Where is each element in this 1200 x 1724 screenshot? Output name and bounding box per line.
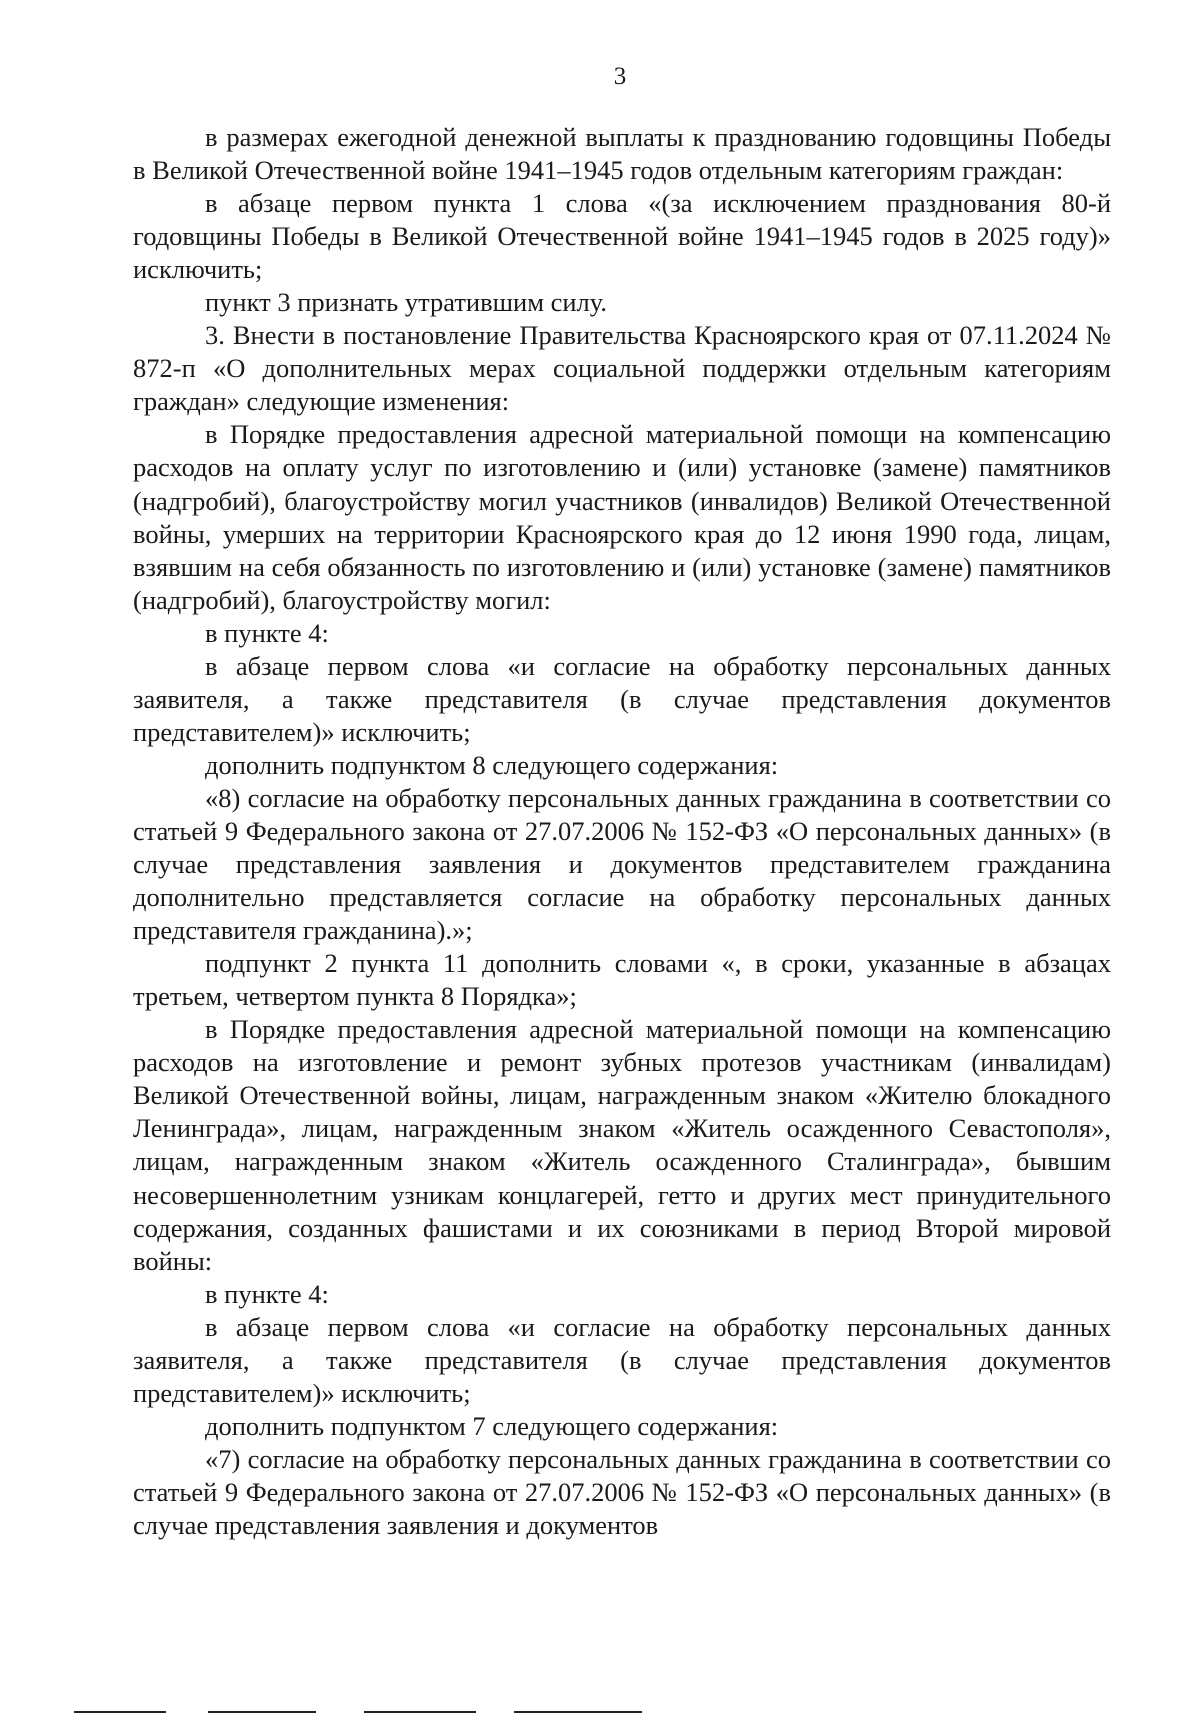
paragraph-9: «8) согласие на обработку персональных данных гражданина в соответствии со статьей 9 Федерального закона от 27.07.2006 № 152-ФЗ «О персональных данных» (в случае представления заявления и документов представителем гражданина дополнительно представляется согласие на обработку персональных данных представителя гражданина).»; xyxy=(133,782,1111,946)
document-body xyxy=(133,121,1111,1542)
footer-rule xyxy=(208,1711,316,1713)
paragraph-12: в пункте 4: xyxy=(205,1278,329,1309)
paragraph-6: в пункте 4: xyxy=(205,617,329,648)
footer-scan-lines xyxy=(74,1711,694,1714)
paragraph-3: пункт 3 признать утратившим силу. xyxy=(205,287,607,318)
paragraph-10: подпункт 2 пункта 11 дополнить словами «, в сроки, указанные в абзацах третьем, четвертом пункта 8 Порядка»; xyxy=(133,948,1111,1012)
paragraph-15: «7) согласие на обработку персональных данных гражданина в соответствии со статьей 9 Федерального закона от 27.07.2006 № 152-ФЗ «О персональных данных» (в случае представления заявления и документов xyxy=(133,1443,1111,1540)
paragraph-8: дополнить подпунктом 8 следующего содержания: xyxy=(205,749,779,780)
paragraph-2: в абзаце первом пункта 1 слова «(за исключением празднования 80-й годовщины Победы в Великой Отечественной войне 1941–1945 годов в 2025 году)» исключить; xyxy=(133,188,1111,285)
footer-rule xyxy=(514,1711,642,1713)
paragraph-4: 3. Внести в постановление Правительства Красноярского края от 07.11.2024 № 872-п «О дополнительных мерах социальной поддержки отдельным категориям граждан» следующие изменения: xyxy=(133,320,1111,417)
paragraph-13: в абзаце первом слова «и согласие на обработку персональных данных заявителя, а также представителя (в случае представления документов представителем)» исключить; xyxy=(133,1311,1111,1408)
paragraph-5: в Порядке предоставления адресной материальной помощи на компенсацию расходов на оплату услуг по изготовлению и (или) установке (замене) памятников (надгробий), благоустройству могил участников (инвалидов) Великой Отечественной войны, умерших на территории Красноярского края до 12 июня 1990 года, лицам, взявшим на себя обязанность по изготовлению и (или) установке (замене) памятников (надгробий), благоустройству могил: xyxy=(133,419,1111,615)
paragraph-14: дополнить подпунктом 7 следующего содержания: xyxy=(205,1410,779,1441)
paragraph-1: в размерах ежегодной денежной выплаты к празднованию годовщины Победы в Великой Отечественной войне 1941–1945 годов отдельным категориям граждан: xyxy=(133,122,1111,186)
footer-rule xyxy=(364,1711,476,1713)
page-number: 3 xyxy=(613,63,627,90)
footer-rule xyxy=(74,1711,166,1713)
paragraph-11: в Порядке предоставления адресной материальной помощи на компенсацию расходов на изготовление и ремонт зубных протезов участникам (инвалидам) Великой Отечественной войны, лицам, награжденным знаком «Жителю блокадного Ленинграда», лицам, награжденным знаком «Житель осажденного Севастополя», лицам, награжденным знаком «Житель осажденного Сталинграда», бывшим несовершеннолетним узникам концлагерей, гетто и других мест принудительного содержания, созданных фашистами и их союзниками в период Второй мировой войны: xyxy=(133,1014,1111,1276)
paragraph-7: в абзаце первом слова «и согласие на обработку персональных данных заявителя, а также представителя (в случае представления документов представителем)» исключить; xyxy=(133,650,1111,747)
